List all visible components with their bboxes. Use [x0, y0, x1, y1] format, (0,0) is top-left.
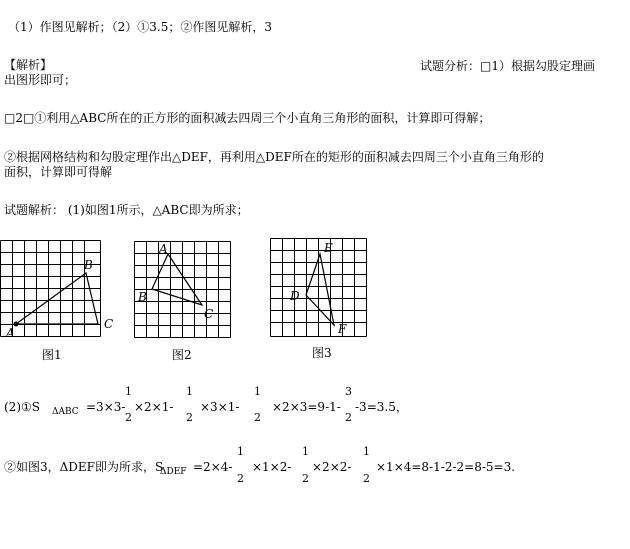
label-a: A: [6, 326, 15, 340]
eq1-part2: ×2×1-: [134, 400, 174, 414]
eq2-part2: ×1×2-: [252, 460, 292, 474]
grid-lines: [271, 239, 367, 337]
eq2-part4: ×1×4=8-1-2-2=8-5=3.: [376, 460, 516, 474]
eq2-frac3-num: 1: [363, 445, 370, 458]
solution-line: 试题解析： (1)如图1所示，△ABC即为所求；: [4, 203, 249, 217]
eq1-frac3-num: 1: [254, 385, 261, 398]
eq1-subscript: ΔABC: [52, 407, 79, 417]
eq2-frac1-num: 1: [237, 445, 244, 458]
answer-line: （1）作图见解析；（2）①3.5；②作图见解析，3: [8, 20, 272, 34]
caption-figure-3: 图3: [312, 346, 332, 360]
eq1-frac3-den: 2: [254, 411, 261, 424]
eq1-part1: =3×3-: [86, 400, 126, 414]
triangle-def: [306, 254, 334, 325]
eq1-prefix: (2)①S: [4, 400, 40, 414]
label-a: A: [159, 242, 168, 256]
eq1-frac1-den: 2: [125, 411, 132, 424]
label-c: C: [104, 317, 114, 331]
figure-2: [134, 241, 234, 344]
figure-1-svg: [0, 240, 120, 350]
caption-figure-2: 图2: [172, 348, 192, 362]
eq1-frac1-num: 1: [125, 385, 132, 398]
eq2-frac1-den: 2: [237, 472, 244, 485]
analysis-part1: 试题分析：□1）根据勾股定理画: [420, 59, 595, 73]
figure-3: [270, 238, 370, 343]
analysis-part2: 出图形即可；: [4, 73, 77, 87]
eq2-prefix: ②如图3，ΔDEF即为所求，S: [4, 460, 164, 474]
eq1-frac4-den: 2: [345, 411, 352, 424]
figure-3-svg: [270, 238, 370, 340]
jiexi-label: 【解析】: [4, 58, 53, 72]
eq1-part3: ×3×1-: [200, 400, 240, 414]
label-c: C: [204, 307, 214, 321]
eq1-frac2-den: 2: [186, 411, 193, 424]
label-d: D: [290, 289, 300, 303]
eq2-frac3-den: 2: [363, 472, 370, 485]
eq2-subscript: ΔDEF: [160, 467, 187, 477]
eq2-part1: =2×4-: [193, 460, 233, 474]
label-b: B: [138, 290, 147, 304]
triangle-abc: [16, 273, 98, 324]
caption-figure-1: 图1: [42, 348, 62, 362]
analysis-step2: ②根据网格结构和勾股定理作出△DEF，再利用△DEF所在的矩形的面积减去四周三个小直角三角形的: [4, 150, 544, 164]
analysis-step2-cont: 面积，计算即可得解: [4, 165, 113, 179]
eq2-part3: ×2×2-: [312, 460, 352, 474]
eq1-part4: ×2×3=9-1-: [272, 400, 341, 414]
label-b: B: [84, 258, 93, 272]
analysis-step1: □2□①利用△ABC所在的正方形的面积减去四周三个小直角三角形的面积，计算即可得解；: [4, 111, 491, 125]
label-f: F: [338, 322, 347, 336]
figure-2-svg: [134, 241, 234, 341]
eq2-frac2-num: 1: [302, 445, 309, 458]
grid-lines: [135, 242, 231, 338]
eq1-part5: -3=3.5，: [355, 400, 408, 414]
figure-1: [0, 240, 120, 353]
eq2-frac2-den: 2: [302, 472, 309, 485]
eq1-frac2-num: 1: [186, 385, 193, 398]
label-e: E: [324, 241, 333, 255]
eq1-frac4-num: 3: [345, 385, 352, 398]
